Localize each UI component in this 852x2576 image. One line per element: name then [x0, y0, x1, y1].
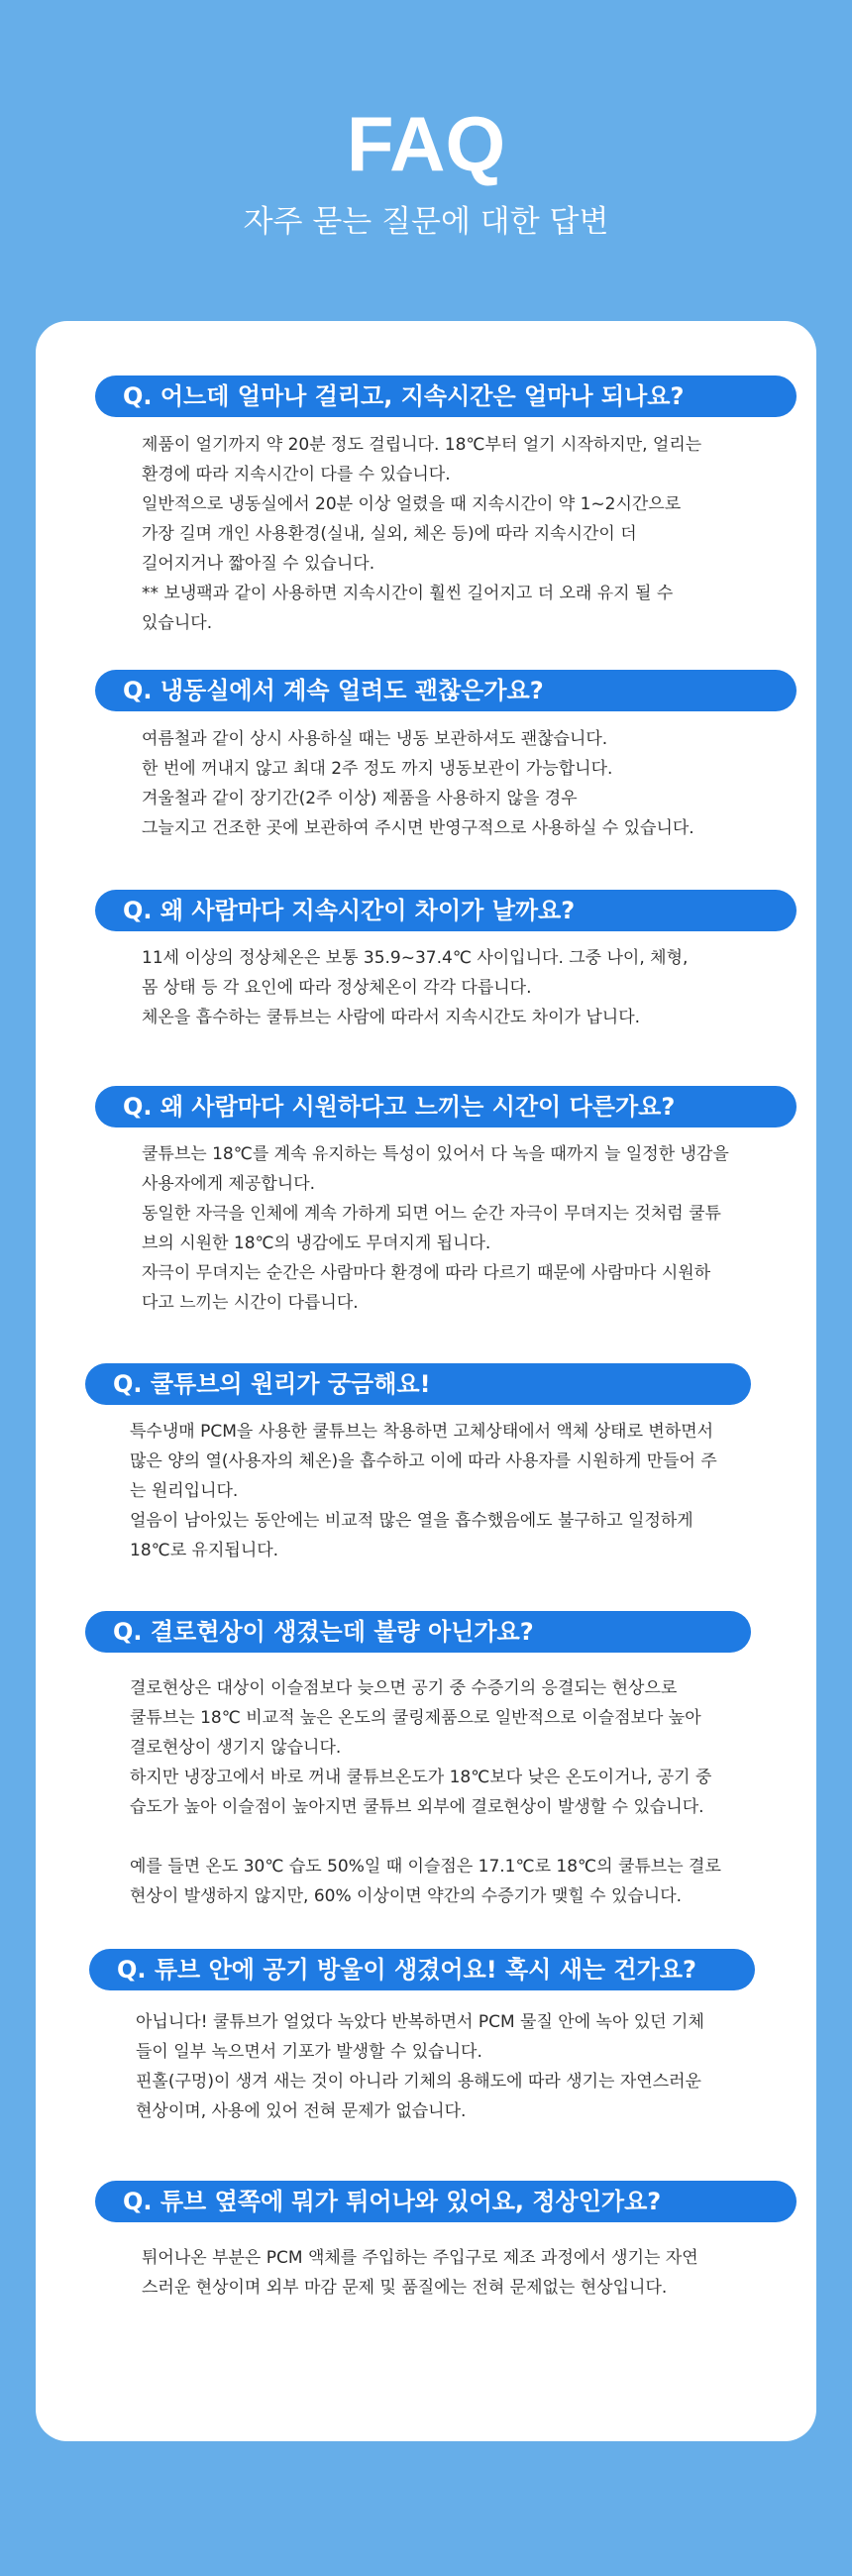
- faq-answer-line: 예를 들면 온도 30℃ 습도 50%일 때 이슬점은 17.1℃로 18℃의 쿨튜브는 결로: [130, 1857, 721, 1877]
- faq-answer-line: 특수냉매 PCM을 사용한 쿨튜브는 착용하면 고체상태에서 액체 상태로 변하면서: [130, 1422, 714, 1442]
- faq-answer-line: 가장 길며 개인 사용환경(실내, 실외, 체온 등)에 따라 지속시간이 더: [142, 524, 637, 544]
- faq-card: [36, 321, 816, 2441]
- faq-answer-5: [130, 1417, 717, 1565]
- page-subtitle: 자주 묻는 질문에 대한 답변: [243, 204, 609, 240]
- faq-question-8: Q. 튜브 옆쪽에 뭐가 튀어나와 있어요, 정상인가요?: [95, 2181, 797, 2222]
- faq-answer-line: 몸 상태 등 각 요인에 따라 정상체온이 각각 다릅니다.: [142, 978, 532, 998]
- faq-answer-line: 많은 양의 열(사용자의 체온)을 흡수하고 이에 따라 사용자를 시원하게 만들어 주: [130, 1451, 717, 1471]
- faq-answer-line: 튀어나온 부분은 PCM 액체를 주입하는 주입구로 제조 과정에서 생기는 자연: [142, 2248, 698, 2268]
- faq-question-1: Q. 어느데 얼마나 걸리고, 지속시간은 얼마나 되나요?: [95, 376, 797, 417]
- faq-answer-line: 아닙니다! 쿨튜브가 얼었다 녹았다 반복하면서 PCM 물질 안에 녹아 있던 기체: [136, 2012, 704, 2032]
- faq-answer-line: 하지만 냉장고에서 바로 꺼내 쿨튜브온도가 18℃보다 낮은 온도이거나, 공기 중: [130, 1768, 712, 1787]
- faq-answer-line: 브의 시원한 18℃의 냉감에도 무뎌지게 됩니다.: [142, 1234, 491, 1253]
- faq-answer-3: [142, 943, 688, 1032]
- faq-answer-line: 겨울철과 같이 장기간(2주 이상) 제품을 사용하지 않을 경우: [142, 789, 578, 808]
- faq-answer-line: 길어지거나 짧아질 수 있습니다.: [142, 554, 375, 574]
- faq-answer-line: 핀홀(구멍)이 생겨 새는 것이 아니라 기체의 용해도에 따라 생기는 자연스러운: [136, 2072, 701, 2092]
- faq-answer-line: 있습니다.: [142, 613, 213, 633]
- faq-answer-line: 현상이며, 사용에 있어 전혀 문제가 없습니다.: [136, 2101, 467, 2121]
- faq-answer-line: 일반적으로 냉동실에서 20분 이상 얼렸을 때 지속시간이 약 1~2시간으로: [142, 494, 682, 514]
- faq-answer-line: 결로현상이 생기지 않습니다.: [130, 1738, 342, 1758]
- faq-answer-line: 는 원리입니다.: [130, 1481, 239, 1501]
- faq-answer-line: 한 번에 꺼내지 않고 최대 2주 정도 까지 냉동보관이 가능합니다.: [142, 759, 613, 779]
- faq-answer-line: 현상이 발생하지 않지만, 60% 이상이면 약간의 수증기가 맺힐 수 있습니다.: [130, 1886, 683, 1906]
- faq-answer-line: 습도가 높아 이슬점이 높아지면 쿨튜브 외부에 결로현상이 발생할 수 있습니다.: [130, 1797, 704, 1817]
- faq-answer-7: [136, 2007, 704, 2126]
- faq-answer-2: [142, 724, 694, 843]
- faq-answer-line: 자극이 무뎌지는 순간은 사람마다 환경에 따라 다르기 때문에 사람마다 시원하: [142, 1263, 711, 1283]
- page-title: FAQ: [346, 100, 506, 187]
- faq-answer-line: 체온을 흡수하는 쿨튜브는 사람에 따라서 지속시간도 차이가 납니다.: [142, 1008, 641, 1027]
- faq-answer-line: 쿨튜브는 18℃ 비교적 높은 온도의 쿨링제품으로 일반적으로 이슬점보다 높아: [130, 1708, 701, 1728]
- faq-answer-line: 동일한 자극을 인체에 계속 가하게 되면 어느 순간 자극이 무뎌지는 것처럼 쿨튜: [142, 1204, 721, 1224]
- faq-answer-line: 스러운 현상이며 외부 마감 문제 및 품질에는 전혀 문제없는 현상입니다.: [142, 2278, 668, 2298]
- faq-answer-line: 여름철과 같이 상시 사용하실 때는 냉동 보관하셔도 괜찮습니다.: [142, 729, 608, 749]
- faq-answer-line: 들이 일부 녹으면서 기포가 발생할 수 있습니다.: [136, 2042, 482, 2062]
- faq-answer-line: 11세 이상의 정상체온은 보통 35.9~37.4℃ 사이입니다. 그중 나이, 체형,: [142, 948, 689, 968]
- faq-answer-line: ** 보냉팩과 같이 사용하면 지속시간이 훨씬 길어지고 더 오래 유지 될 수: [142, 584, 674, 603]
- faq-answer-line: 제품이 얼기까지 약 20분 정도 걸립니다. 18℃부터 얼기 시작하지만, 얼리는: [142, 435, 702, 455]
- faq-answer-line: 18℃로 유지됩니다.: [130, 1541, 279, 1560]
- faq-answer-line: 얼음이 남아있는 동안에는 비교적 많은 열을 흡수했음에도 불구하고 일정하게: [130, 1511, 693, 1531]
- faq-question-5: Q. 쿨튜브의 원리가 궁금해요!: [85, 1363, 751, 1405]
- faq-question-6: Q. 결로현상이 생겼는데 불량 아닌가요?: [85, 1611, 751, 1653]
- faq-answer-line: 쿨튜브는 18℃를 계속 유지하는 특성이 있어서 다 녹을 때까지 늘 일정한 냉감을: [142, 1144, 729, 1164]
- faq-answer-1: [142, 430, 701, 638]
- faq-answer-4: [142, 1139, 729, 1318]
- faq-answer-line: 결로현상은 대상이 이슬점보다 늦으면 공기 중 수증기의 응결되는 현상으로: [130, 1678, 678, 1698]
- faq-answer-line: 사용자에게 제공합니다.: [142, 1174, 316, 1194]
- faq-answer-line: 환경에 따라 지속시간이 다를 수 있습니다.: [142, 465, 451, 484]
- faq-answer-line: 그늘지고 건조한 곳에 보관하여 주시면 반영구적으로 사용하실 수 있습니다.: [142, 818, 694, 838]
- faq-question-3: Q. 왜 사람마다 지속시간이 차이가 날까요?: [95, 890, 797, 931]
- faq-answer-8: [142, 2243, 698, 2303]
- faq-answer-spacer: [130, 1822, 721, 1852]
- faq-answer-line: 다고 느끼는 시간이 다릅니다.: [142, 1293, 359, 1313]
- faq-question-4: Q. 왜 사람마다 시원하다고 느끼는 시간이 다른가요?: [95, 1086, 797, 1127]
- faq-answer-6: [130, 1673, 721, 1911]
- faq-question-7: Q. 튜브 안에 공기 방울이 생겼어요! 혹시 새는 건가요?: [89, 1949, 755, 1990]
- faq-question-2: Q. 냉동실에서 계속 얼려도 괜찮은가요?: [95, 670, 797, 711]
